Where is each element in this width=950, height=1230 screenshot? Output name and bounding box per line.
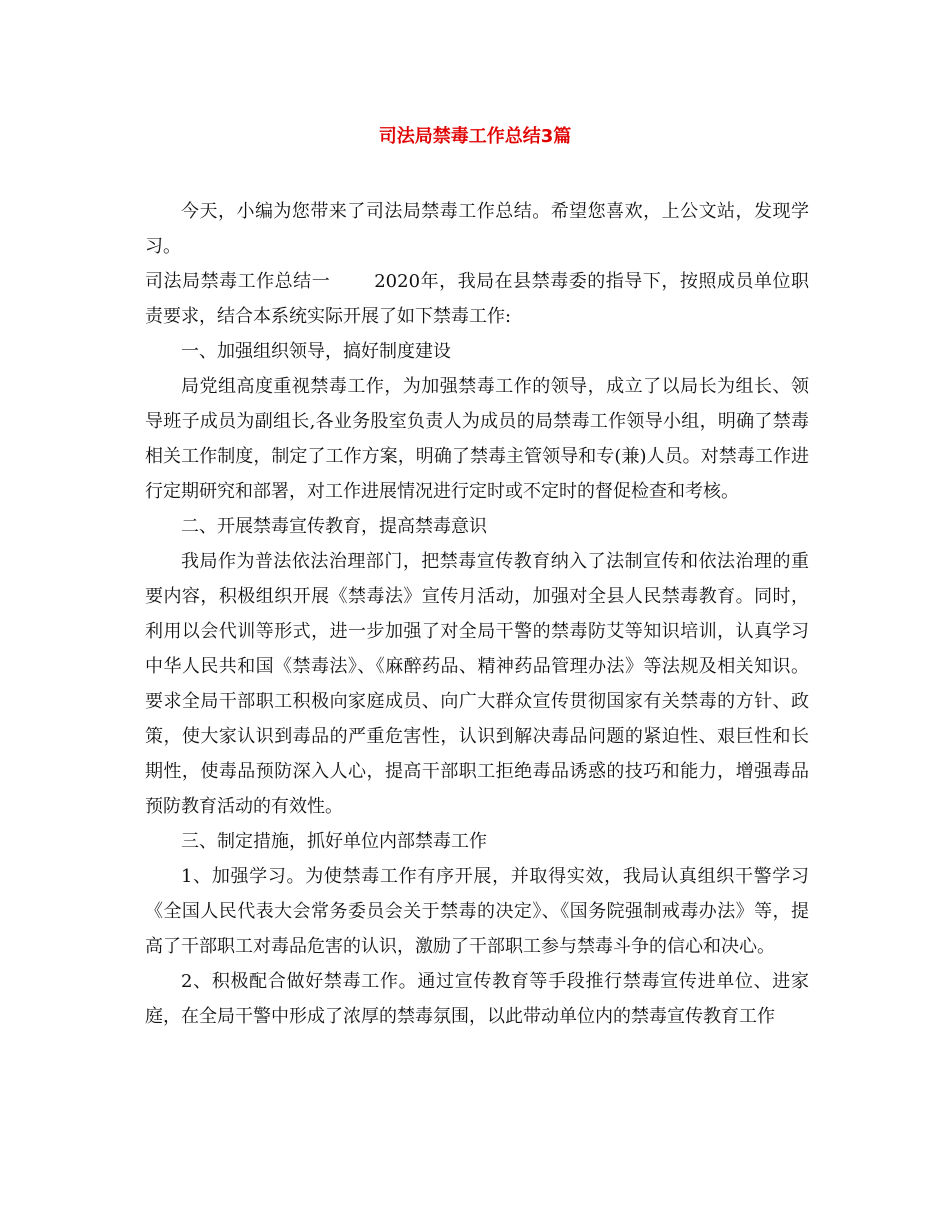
heading-3: 三、制定措施，抓好单位内部禁毒工作 [181, 831, 487, 852]
paragraph-1: 局党组高度重视禁毒工作，为加强禁毒工作的领导，成立了以局长为组长、领导班子成员为副组长,各业务股室负责人为成员的局禁毒工作领导小组，明确了禁毒相关工作制度，制定了工作方案，明确了禁毒主管领导和专(兼)人员。对禁毒工作进行定期研究和部署，对工作进展情况进行定时或不定时的督促检查和考核。 [145, 376, 809, 502]
section-one-heading: 司法局禁毒工作总结一 [145, 271, 331, 292]
paragraph-3: 1、加强学习。为使禁毒工作有序开展，并取得实效，我局认真组织干警学习《全国人民代表大会常务委员会关于禁毒的决定》、《国务院强制戒毒办法》等，提高了干部职工对毒品危害的认识，激励了干部职工参与禁毒斗争的信心和决心。 [145, 866, 809, 957]
document-title: 司法局禁毒工作总结3篇 [378, 126, 572, 147]
document-body [145, 194, 809, 1034]
intro-paragraph: 今天，小编为您带来了司法局禁毒工作总结。希望您喜欢，上公文站，发现学习。 [145, 201, 809, 257]
heading-2: 二、开展禁毒宣传教育，提高禁毒意识 [181, 516, 487, 537]
section-one-lead: 2020年，我局在县禁毒委的指导下，按照成员单位职责要求，结合本系统实际开展了如下禁毒工作: [145, 271, 810, 327]
section-one-paragraph [145, 264, 809, 334]
paragraph-2: 我局作为普法依法治理部门，把禁毒宣传教育纳入了法制宣传和依法治理的重要内容，积极组织开展《禁毒法》宣传月活动，加强对全县人民禁毒教育。同时，利用以会代训等形式，进一步加强了对全局干警的禁毒防艾等知识培训，认真学习中华人民共和国《禁毒法》、《麻醉药品、精神药品管理办法》等法规及相关知识。要求全局干部职工积极向家庭成员、向广大群众宣传贯彻国家有关禁毒的方针、政策，使大家认识到毒品的严重危害性，认识到解决毒品问题的紧迫性、艰巨性和长期性，使毒品预防深入人心，提高干部职工拒绝毒品诱惑的技巧和能力，增强毒品预防教育活动的有效性。 [145, 551, 809, 817]
paragraph-4: 2、积极配合做好禁毒工作。通过宣传教育等手段推行禁毒宣传进单位、进家庭，在全局干警中形成了浓厚的禁毒氛围，以此带动单位内的禁毒宣传教育工作 [145, 971, 809, 1027]
heading-1: 一、加强组织领导，搞好制度建设 [181, 341, 451, 362]
